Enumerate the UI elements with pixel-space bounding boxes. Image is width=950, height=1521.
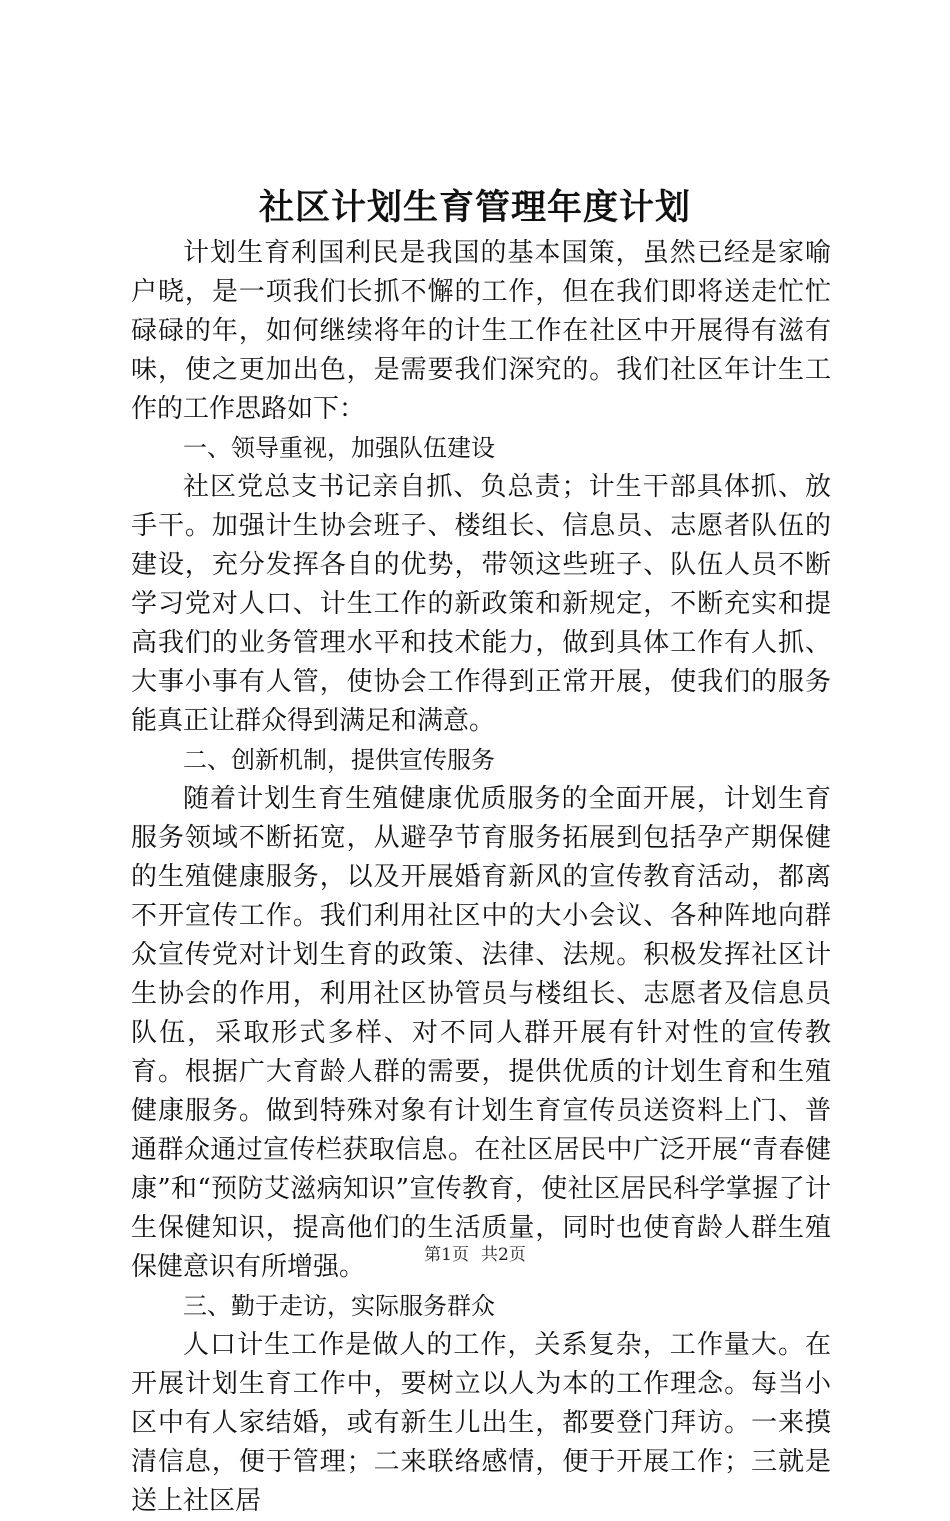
paragraph-section-1: 社区党总支书记亲自抓、负总责；计生干部具体抓、放手干。加强计生协会班子、楼组长、信息员、志愿者队伍的建设，充分发挥各自的优势，带领这些班子、队伍人员不断学习党对人口、计生工作的新政策和新规定，不断充实和提高我们的业务管理水平和技术能力，做到具体工作有人抓、大事小事有人管，使协会工作得到正常开展，使我们的服务能真正让群众得到满足和满意。 xyxy=(131,472,831,736)
page-number: 第1页 xyxy=(424,1245,469,1265)
document-title: 社区计划生育管理年度计划 xyxy=(258,187,691,228)
paragraph-section-2: 随着计划生育生殖健康优质服务的全面开展，计划生育服务领域不断拓宽，从避孕节育服务拓展到包括孕产期保健的生殖健康服务，以及开展婚育新风的宣传教育活动，都离不开宣传工作。我们利用社区中的大小会议、各种阵地向群众宣传党对计划生育的政策、法律、法规。积极发挥社区计生协会的作用，利用社区协管员与楼组长、志愿者及信息员队伍，采取形式多样、对不同人群开展有针对性的宣传教育。根据广大育龄人群的需要，提供优质的计划生育和生殖健康服务。做到特殊对象有计划生育宣传员送资料上门、普通群众通过宣传栏获取信息。在社区居民中广泛开展“青春健康”和“预防艾滋病知识”宣传教育，使社区居民科学掌握了计生保健知识，提高他们的生活质量，同时也使育龄人群生殖保健意识有所增强。 xyxy=(131,784,831,1282)
paragraph-intro: 计划生育利国利民是我国的基本国策，虽然已经是家喻户晓，是一项我们长抓不懈的工作，但在我们即将送走忙忙碌碌的年，如何继续将年的计生工作在社区中开展得有滋有味，使之更加出色，是需要我们深究的。我们社区年计生工作的工作思路如下： xyxy=(131,238,831,424)
page-total: 共2页 xyxy=(481,1245,526,1265)
document-body xyxy=(131,234,831,1521)
section-heading-2: 二、创新机制，提供宣传服务 xyxy=(183,746,495,774)
section-heading-1: 一、领导重视，加强队伍建设 xyxy=(183,434,495,462)
section-heading-3: 三、勤于走访，实际服务群众 xyxy=(183,1292,495,1320)
page-footer xyxy=(0,1244,950,1266)
paragraph-section-3: 人口计生工作是做人的工作，关系复杂，工作量大。在开展计划生育工作中，要树立以人为本的工作理念。每当小区中有人家结婚，或有新生儿出生，都要登门拜访。一来摸清信息，便于管理；二来联络感情，便于开展工作；三就是送上社区居 xyxy=(131,1330,831,1516)
